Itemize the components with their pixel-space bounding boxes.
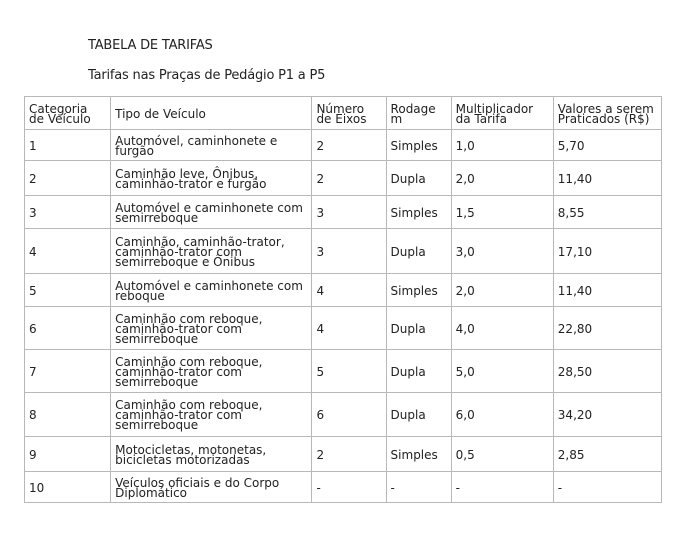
cell-tipo: Caminhão com reboque, caminhão-trator com semirreboque [111, 307, 312, 350]
cell-rodagem: Dupla [386, 229, 451, 274]
cell-multiplicador: 2,0 [451, 274, 553, 307]
cell-multiplicador: 1,5 [451, 196, 553, 229]
cell-eixos: - [312, 472, 386, 503]
cell-valor: 17,10 [553, 229, 661, 274]
cell-valor: 34,20 [553, 393, 661, 437]
cell-rodagem: Simples [386, 274, 451, 307]
cell-tipo: Automóvel e caminhonete com reboque [111, 274, 312, 307]
cell-tipo: Veículos oficiais e do Corpo Diplomático [111, 472, 312, 503]
page-subtitle: Tarifas nas Praças de Pedágio P1 a P5 [88, 68, 326, 83]
table-row [25, 161, 662, 196]
cell-eixos: 3 [312, 196, 386, 229]
table-row [25, 350, 662, 393]
cell-multiplicador: 6,0 [451, 393, 553, 437]
cell-valor: 22,80 [553, 307, 661, 350]
cell-valor: 2,85 [553, 437, 661, 472]
cell-tipo: Caminhão com reboque, caminhão-trator com semirreboque [111, 393, 312, 437]
cell-valor: 11,40 [553, 161, 661, 196]
table-row [25, 274, 662, 307]
cell-tipo: Caminhão leve, Ônibus, caminhão-trator e furgão [111, 161, 312, 196]
cell-rodagem: Simples [386, 196, 451, 229]
cell-rodagem: Dupla [386, 161, 451, 196]
table-row [25, 437, 662, 472]
cell-categoria: 8 [25, 393, 111, 437]
cell-eixos: 2 [312, 161, 386, 196]
cell-categoria: 3 [25, 196, 111, 229]
cell-eixos: 2 [312, 437, 386, 472]
cell-tipo: Caminhão, caminhão-trator, caminhão-trator com semirreboque e Ônibus [111, 229, 312, 274]
table-row [25, 472, 662, 503]
cell-multiplicador: 5,0 [451, 350, 553, 393]
cell-rodagem: - [386, 472, 451, 503]
cell-multiplicador: - [451, 472, 553, 503]
cell-valor: - [553, 472, 661, 503]
cell-tipo: Automóvel e caminhonete com semirreboque [111, 196, 312, 229]
cell-eixos: 6 [312, 393, 386, 437]
table-row [25, 393, 662, 437]
cell-multiplicador: 0,5 [451, 437, 553, 472]
column-header-valores: Valores a serem Praticados (R$) [553, 97, 661, 130]
cell-rodagem: Dupla [386, 393, 451, 437]
cell-multiplicador: 2,0 [451, 161, 553, 196]
table-row [25, 130, 662, 161]
cell-tipo: Motocicletas, motonetas, bicicletas motorizadas [111, 437, 312, 472]
cell-rodagem: Simples [386, 437, 451, 472]
cell-categoria: 5 [25, 274, 111, 307]
cell-categoria: 2 [25, 161, 111, 196]
cell-tipo: Caminhão com reboque, caminhão-trator com semirreboque [111, 350, 312, 393]
cell-eixos: 4 [312, 307, 386, 350]
cell-valor: 8,55 [553, 196, 661, 229]
column-header-tipo: Tipo de Veículo [111, 97, 312, 130]
column-header-multiplicador: Multiplicador da Tarifa [451, 97, 553, 130]
cell-categoria: 6 [25, 307, 111, 350]
column-header-categoria: Categoria de Veículo [25, 97, 111, 130]
table-row [25, 307, 662, 350]
table-row [25, 196, 662, 229]
cell-rodagem: Simples [386, 130, 451, 161]
cell-valor: 28,50 [553, 350, 661, 393]
cell-rodagem: Dupla [386, 307, 451, 350]
cell-valor: 5,70 [553, 130, 661, 161]
cell-categoria: 4 [25, 229, 111, 274]
cell-valor: 11,40 [553, 274, 661, 307]
cell-eixos: 4 [312, 274, 386, 307]
table-header-row [25, 97, 662, 130]
tariff-table [24, 96, 662, 503]
cell-categoria: 7 [25, 350, 111, 393]
cell-eixos: 2 [312, 130, 386, 161]
cell-categoria: 10 [25, 472, 111, 503]
cell-eixos: 5 [312, 350, 386, 393]
page-title: TABELA DE TARIFAS [88, 38, 213, 53]
cell-tipo: Automóvel, caminhonete e furgão [111, 130, 312, 161]
column-header-rodagem: Rodagem [386, 97, 451, 130]
cell-multiplicador: 1,0 [451, 130, 553, 161]
column-header-eixos: Número de Eixos [312, 97, 386, 130]
cell-categoria: 1 [25, 130, 111, 161]
cell-rodagem: Dupla [386, 350, 451, 393]
table-row [25, 229, 662, 274]
cell-multiplicador: 4,0 [451, 307, 553, 350]
cell-multiplicador: 3,0 [451, 229, 553, 274]
cell-eixos: 3 [312, 229, 386, 274]
cell-categoria: 9 [25, 437, 111, 472]
